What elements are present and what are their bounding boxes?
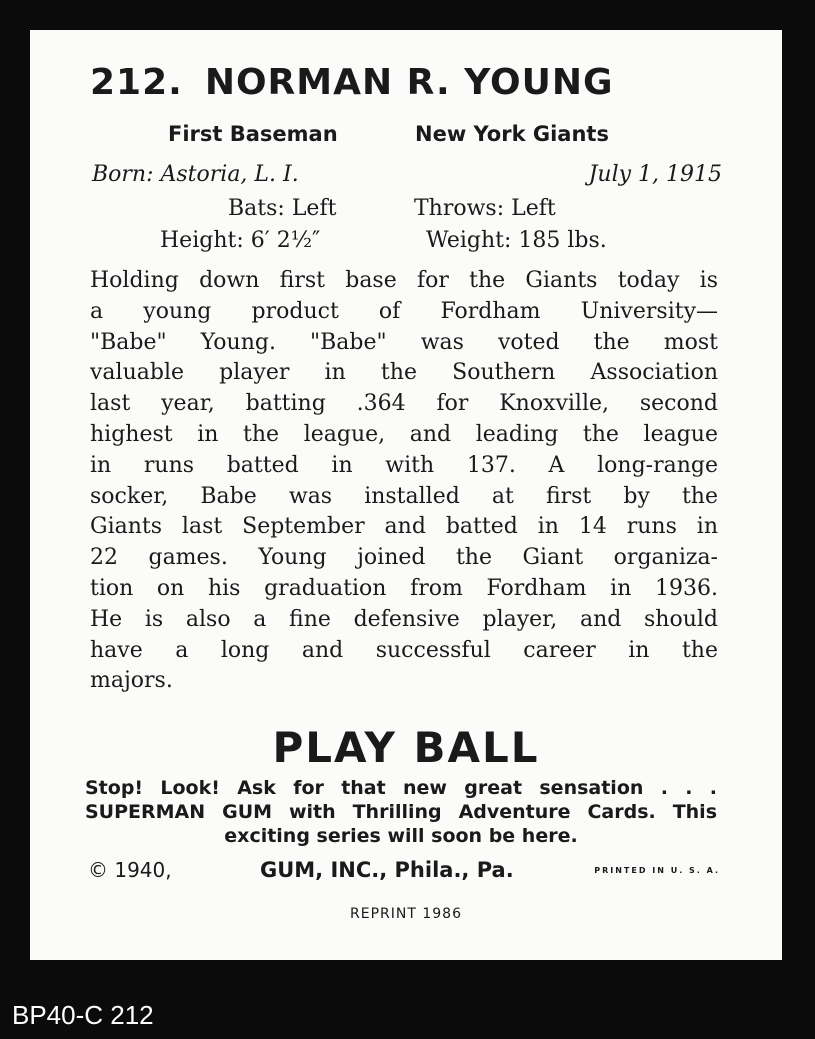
card-number: 212. (90, 62, 183, 103)
bio-line: "Babe" Young. "Babe" was voted the most (90, 329, 718, 355)
printed-in-usa: PRINTED IN U. S. A. (594, 866, 720, 875)
bio-line: valuable player in the Southern Association (90, 360, 718, 386)
born-row (92, 162, 722, 187)
card-title (90, 62, 614, 103)
height-weight-row (160, 228, 607, 253)
play-ball-heading: PLAY BALL (272, 723, 540, 772)
card-footer (88, 858, 720, 886)
bats: Bats: Left (228, 196, 337, 221)
bio-line: Holding down first base for the Giants today is (90, 268, 718, 293)
reprint-note: REPRINT 1986 (350, 906, 462, 922)
player-name: NORMAN R. YOUNG (204, 62, 614, 103)
born-date: July 1, 1915 (588, 162, 722, 187)
weight: Weight: 185 lbs. (426, 228, 607, 253)
position-team-row (168, 122, 609, 146)
player-team: New York Giants (415, 122, 609, 146)
born-place: Born: Astoria, L. I. (92, 162, 299, 187)
height: Height: 6′ 2½″ (160, 228, 321, 253)
ad-line: SUPERMAN GUM with Thrilling Adventure Cards. This (85, 801, 717, 823)
player-position: First Baseman (168, 122, 338, 146)
publisher: GUM, INC., Phila., Pa. (260, 858, 514, 882)
bio-line: socker, Babe was installed at first by the (90, 483, 718, 509)
bio-line: He is also a fine defensive player, and should (90, 606, 718, 632)
bio-line: have a long and successful career in the (90, 637, 718, 663)
ad-line: Stop! Look! Ask for that new great sensation . . . (85, 777, 717, 799)
throws: Throws: Left (414, 196, 556, 221)
bats-throws-row (228, 196, 556, 221)
bio-line: a young product of Fordham University— (90, 298, 718, 324)
bio-line: last year, batting .364 for Knoxville, second (90, 391, 718, 417)
bio-line: 22 games. Young joined the Giant organiza- (90, 545, 718, 571)
bio-line: in runs batted in with 137. A long-range (90, 452, 718, 478)
biography (90, 266, 718, 697)
bio-line: highest in the league, and leading the league (90, 421, 718, 447)
card-back (30, 30, 782, 960)
bio-line: tion on his graduation from Fordham in 1936. (90, 575, 718, 601)
bio-line: majors. (90, 668, 173, 694)
copyright: © 1940, (88, 858, 172, 882)
advertisement (85, 776, 717, 848)
bio-line: Giants last September and batted in 14 runs in (90, 514, 718, 540)
catalog-label: BP40-C 212 (12, 1000, 154, 1030)
ad-line: exciting series will soon be here. (224, 825, 578, 847)
